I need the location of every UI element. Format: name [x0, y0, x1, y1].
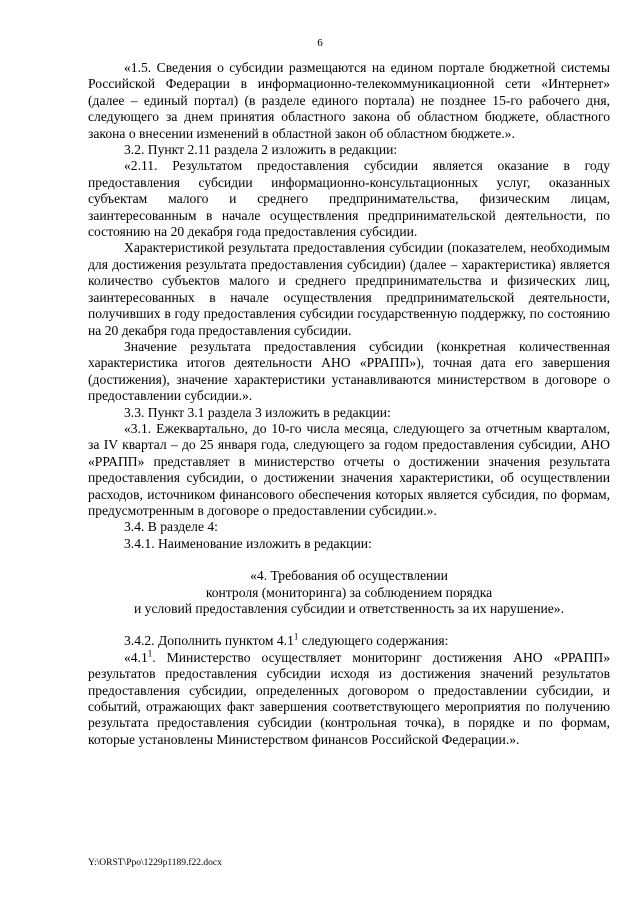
paragraph-3-4-2 — [88, 633, 610, 649]
paragraph-3-4-2-text: 3.4.2. Дополнить пунктом 4.1 — [124, 633, 294, 649]
spacer — [88, 552, 610, 568]
paragraph-3-2: 3.2. Пункт 2.11 раздела 2 изложить в редакции: — [124, 142, 398, 158]
paragraph-3-4-2-tail: следующего содержания: — [298, 633, 449, 649]
section-4-heading — [88, 568, 610, 617]
paragraph-3-3: 3.3. Пункт 3.1 раздела 3 изложить в редакции: — [124, 404, 391, 420]
spacer — [88, 617, 610, 633]
paragraph-4-1-1-text: . Министерство осуществляет мониторинг достижения АНО «РРАПП» результатов предоставления субсидии исходя из достижения значений результатов предоставления субсидии, определенных договором о предоставлении субсидии, и событий, отражающих факт завершения соответствующего мероприятия по получению результата предоставления субсидии (контрольная точка), в порядке и по формам, которые установлены Министерством финансов Российской Федерации.». — [88, 649, 610, 747]
page-number: 6 — [317, 37, 323, 49]
superscript: 1 — [293, 631, 299, 642]
superscript: 1 — [147, 648, 153, 659]
document-body — [88, 60, 610, 748]
heading-line-2: контроля (мониторинга) за соблюдением порядка — [205, 584, 493, 600]
file-path-footer: Y:\ORST\Ppo\1229p1189.f22.docx — [88, 858, 222, 868]
paragraph-1-5: «1.5. Сведения о субсидии размещаются на едином портале бюджетной системы Российской Федерации в информационно-телекоммуникационной сети «Интернет» (далее – единый портал) (в разделе единого портала) не позднее 15-го рабочего дня, следующего за днем принятия областного закона об областном бюджете, областного закона о внесении изменений в областной закон об областном бюджете.». — [88, 60, 610, 141]
paragraph-result-value: Значение результата предоставления субсидии (конкретная количественная характеристика итогов деятельности АНО «РРАПП»), точная дата его завершения (достижения), значение характеристики устанавливаются министерством в договоре о предоставлении субсидии.». — [88, 338, 610, 404]
paragraph-4-1-1 — [88, 650, 610, 748]
paragraph-characteristic: Характеристикой результата предоставления субсидии (показателем, необходимым для достижения результата предоставления субсидии) (далее – характеристика) является количество субъектов малого и среднего предпринимательства и физических лиц, заинтересованных в начале осуществления предпринимательской деятельности, получивших в году предоставления субсидии государственную поддержку, по состоянию на 20 декабря года предоставления субсидии. — [88, 240, 610, 338]
heading-line-3: и условий предоставления субсидии и ответственность за их нарушение». — [133, 601, 564, 616]
paragraph-3-1: «3.1. Ежеквартально, до 10-го числа месяца, следующего за отчетным кварталом, за IV квартал – до 25 января года, следующего за годом предоставления субсидии, АНО «РРАПП» представляет в министерство отчеты о достижении значения результата предоставления субсидии, о достижении значения характеристики, об осуществлении расходов, источником финансового обеспечения которых является субсидия, по формам, предусмотренным в договоре о предоставлении субсидии.». — [88, 420, 610, 518]
heading-line-1: «4. Требования об осуществлении — [250, 568, 448, 584]
paragraph-2-11: «2.11. Результатом предоставления субсидии является оказание в году предоставления субсидии информационно-консультационных услуг, оказанных субъектам малого и среднего предпринимательства, физическим лицам, заинтересованным в начале осуществления предпринимательской деятельности, по состоянию на 20 декабря года предоставления субсидии. — [88, 158, 610, 240]
paragraph-3-4-1: 3.4.1. Наименование изложить в редакции: — [124, 535, 372, 551]
paragraph-4-1-1-number: «4.1 — [124, 649, 148, 665]
paragraph-3-4: 3.4. В разделе 4: — [124, 519, 218, 535]
